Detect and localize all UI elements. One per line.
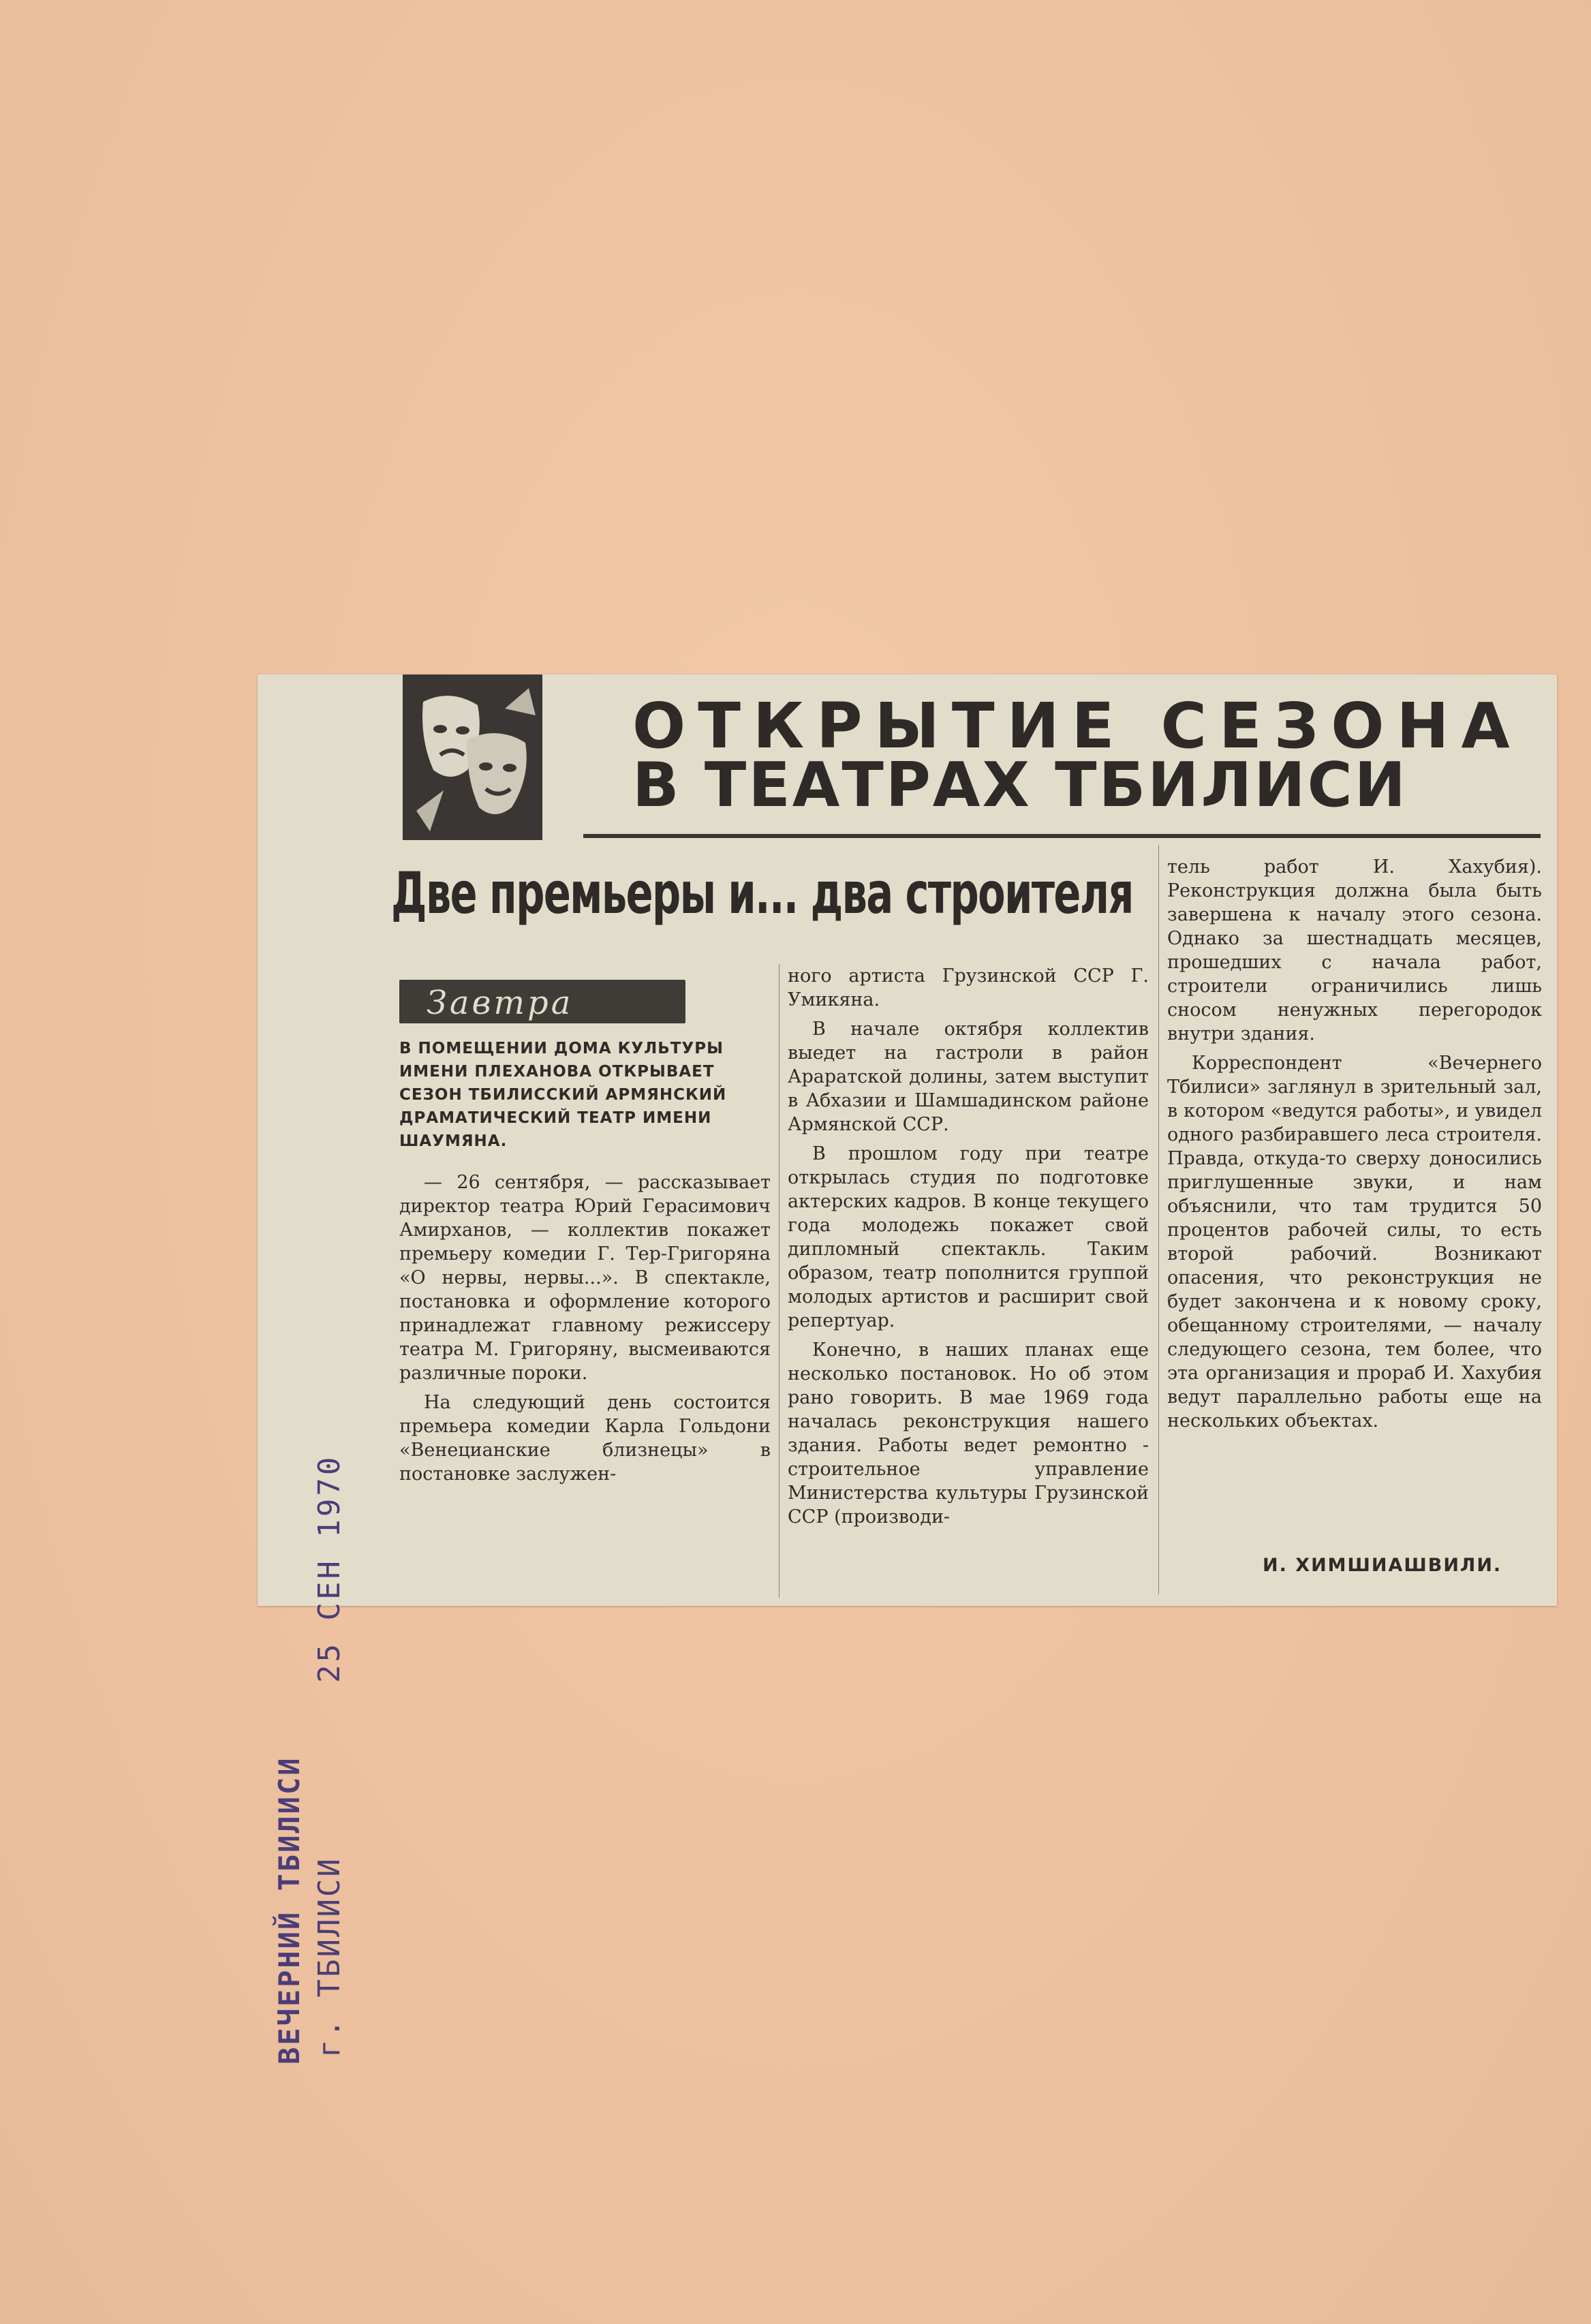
stamp-date: 25 СЕН 1970	[312, 1454, 347, 1683]
paragraph: ного артиста Грузинской ССР Г. Умикяна.	[788, 965, 1149, 1010]
article-lead: В ПОМЕЩЕНИИ ДОМА КУЛЬТУРЫ ИМЕНИ ПЛЕХАНОВА ОТКРЫВАЕТ СЕЗОН ТБИЛИССКИЙ АРМЯНСКИЙ ДРАМАТИЧЕСКИЙ ТЕАТР ИМЕНИ ШАУМЯНА.	[399, 1040, 727, 1150]
stamp-paper-name: ВЕЧЕРНИЙ ТБИЛИСИ	[273, 1756, 306, 2064]
paragraph: В прошлом году при театре открылась студия по подготовке актерских кадров. В конце текущего года молодежь покажет свой дипломный спектакль. Таким образом, театр пополнится группой молодых артистов и расширит свой репертуар.	[788, 1143, 1149, 1331]
author-byline: И. ХИМШИАШВИЛИ.	[1263, 1555, 1502, 1576]
article-column-2	[788, 964, 1149, 1534]
paragraph: тель работ И. Хахубия). Реконструкция должна была быть завершена к началу этого сезона. Однако за шестнадцать месяцев, прошедших с начала работ, строители ограничились лишь сносом ненужных перегородок внутри здания.	[1167, 856, 1542, 1044]
newspaper-clipping	[258, 675, 1557, 2064]
column-divider	[1158, 845, 1159, 1594]
paragraph: — 26 сентября, — рассказывает директор театра Юрий Герасимович Амирханов, — коллектив покажет премьеру комедии Г. Тер-Григоряна «О нервы, нервы...». В спектакле, постановка и оформление которого принадлежат главному режиссеру театра М. Григоряну, высмеиваются различные пороки.	[399, 1172, 771, 1384]
article-column-1	[399, 1171, 771, 1491]
paragraph: Конечно, в наших планах еще несколько постановок. Но об этом рано говорить. В мае 1969 года началась реконструкция нашего здания. Работы ведет ремонтно - строительное управление Министерства культуры Грузинской ССР (производи-	[788, 1339, 1149, 1528]
article-headline: Две премьеры и... два строителя	[391, 860, 1133, 927]
paragraph: На следующий день состоится премьера комедии Карла Гольдони «Венецианские близнецы» в постановке заслужен-	[399, 1392, 771, 1485]
title-rule	[583, 834, 1541, 838]
main-title-line-2: В ТЕАТРАХ ТБИЛИСИ	[632, 749, 1408, 821]
rubric-label: Завтра	[427, 984, 574, 1022]
date-stamp	[271, 1454, 347, 2064]
rubric-box	[399, 980, 685, 1023]
main-title-line-1: ОТКРЫТИЕ СЕЗОНА	[632, 690, 1522, 762]
article-column-3	[1167, 855, 1542, 1438]
paragraph: В начале октября коллектив выедет на гастроли в район Араратской долины, затем выступит в Абхазии и Шамшадинском районе Армянской ССР.	[788, 1019, 1149, 1135]
paragraph: Корреспондент «Вечернего Тбилиси» заглянул в зрительный зал, в котором «ведутся работы», и увидел одного разбиравшего леса строителя. Правда, откуда-то сверху доносились приглушенные звуки, и нам объяснили, что там трудится 50 процентов рабочей силы, то есть второй рабочий. Возникают опасения, что реконструкция не будет закончена и к новому сроку, обещанному строителями, — началу следующего сезона, тем более, что эта организация и прораб И. Хахубия ведут параллельно работы еще на нескольких объектах.	[1167, 1053, 1542, 1431]
stamp-city: г. ТБИЛИСИ	[312, 1857, 347, 2058]
theatre-masks-icon	[403, 675, 542, 840]
